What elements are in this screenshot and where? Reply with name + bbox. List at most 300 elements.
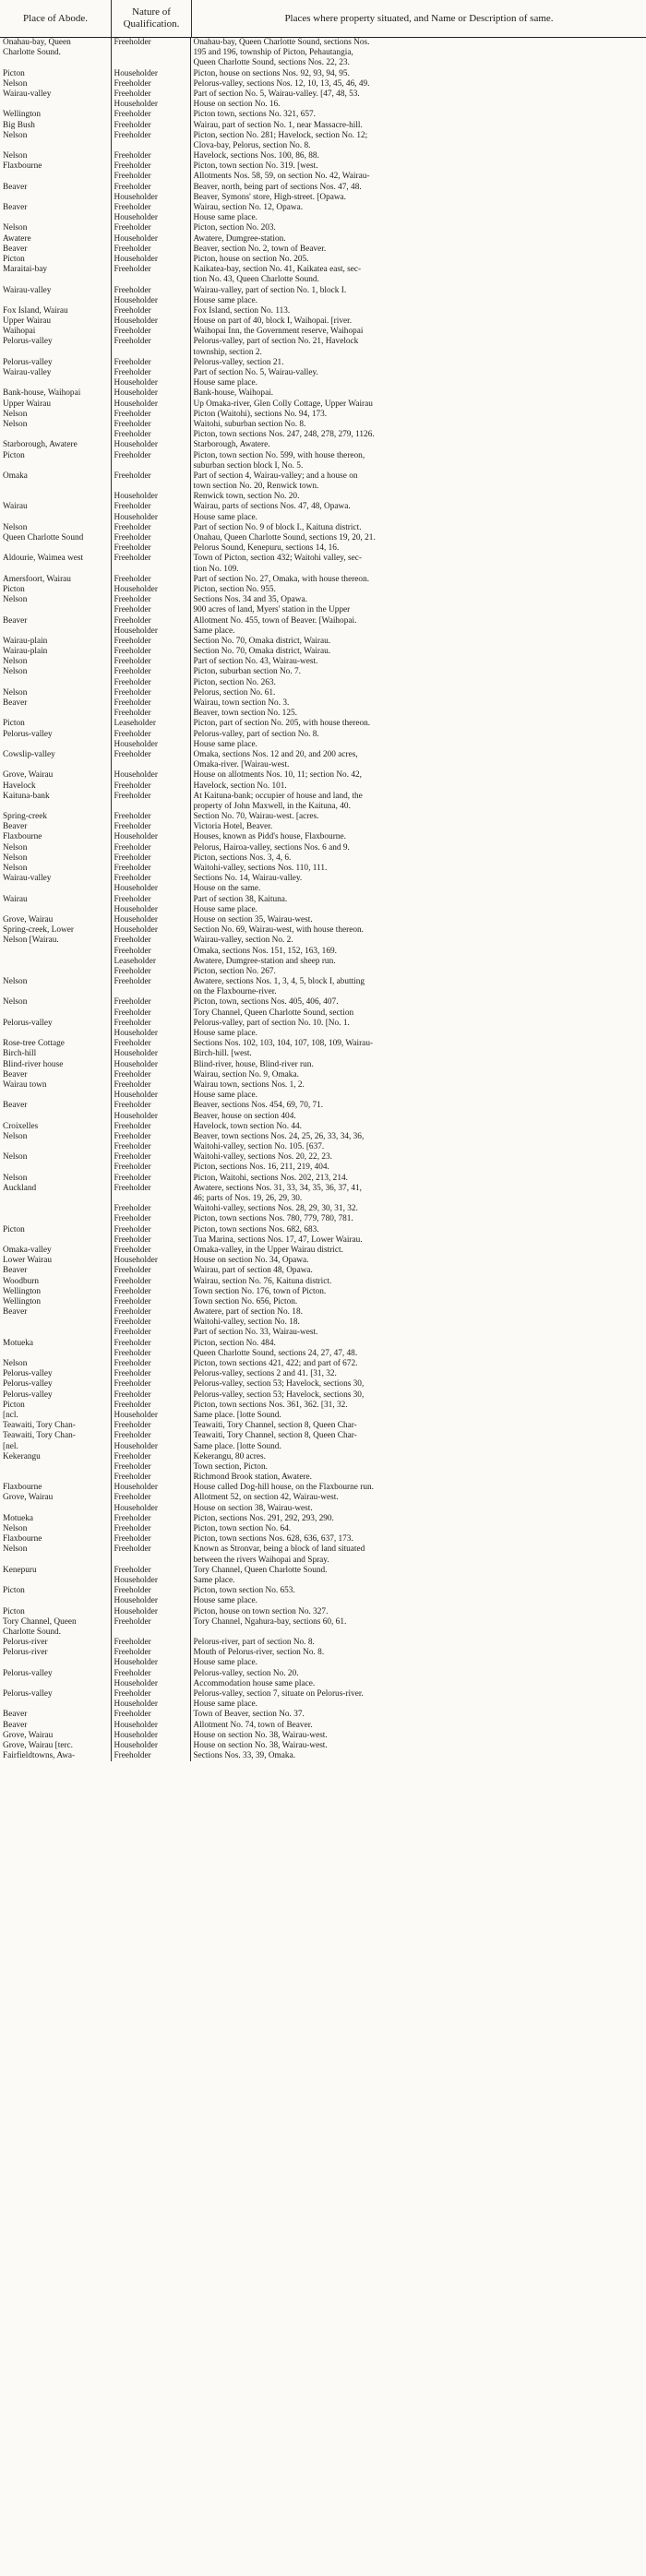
qualification-cell: Freeholder [111,203,190,213]
place-of-abode-cell: Picton [3,450,25,460]
qualification-cell: Freeholder [111,1019,190,1029]
property-cell: Victoria Hotel, Beaver. [193,822,273,832]
table-row [0,223,646,233]
place-of-abode-cell: Nelson [3,595,28,605]
property-cell: Awatere, sections Nos. 31, 33, 34, 35, 36, 37, 41, [193,1183,362,1193]
property-cell: Picton, section No. 281; Havelock, section No. 12; [193,130,368,140]
table-row [0,1607,646,1617]
table-row [0,915,646,925]
table-row [0,327,646,337]
qualification-cell: Freeholder [111,1339,190,1349]
table-row [0,58,646,68]
property-cell: Picton, house on town section No. 327. [193,1606,329,1616]
property-cell: Havelock, sections Nos. 100, 86, 88. [193,151,319,161]
qualification-cell: Freeholder [111,79,190,89]
property-cell: Wairau, section No. 76, Kaituna district. [193,1276,332,1286]
property-cell: Picton, town, sections Nos. 405, 406, 407. [193,997,339,1008]
qualification-cell: Freeholder [111,1225,190,1235]
table-row [0,792,646,802]
property-cell: Part of section No. 43, Wairau-west. [193,657,318,667]
qualification-cell: Householder [111,1049,190,1059]
place-of-abode-cell [0,740,111,750]
table-row [0,1710,646,1720]
qualification-cell: Freeholder [111,678,190,688]
place-of-abode-cell: Pelorus-valley [3,1389,53,1400]
table-row [0,698,646,709]
qualification-cell: Householder [111,1607,190,1617]
table-row [0,110,646,120]
place-of-abode-cell: Beaver [3,1720,28,1730]
qualification-cell: Householder [111,1731,190,1741]
property-cell: tion No. 109. [193,564,239,574]
property-cell: on the Flaxbourne-river. [193,987,277,997]
place-of-abode-cell: Nelson [3,130,28,140]
place-of-abode-cell [0,378,111,388]
place-of-abode-cell: Pelorus-valley [3,1018,53,1028]
qualification-cell: Freeholder [111,1214,190,1224]
table-row [0,1431,646,1441]
place-of-abode-cell: Grove, Wairau [3,770,54,781]
property-cell: Picton, part of section No. 205, with house thereon. [193,719,371,729]
table-row [0,1379,646,1389]
place-of-abode-cell [0,1194,111,1204]
property-cell: Town of Beaver, section No. 37. [193,1710,305,1720]
qualification-cell: Leaseholder [111,719,190,729]
place-of-abode-cell: Wairau-plain [3,647,48,657]
place-of-abode-cell: Queen Charlotte Sound [3,533,84,543]
table-row [0,895,646,905]
property-cell: House same place. [193,295,257,305]
table-row [0,1152,646,1163]
table-row [0,1256,646,1266]
property-cell: House same place. [193,1596,257,1606]
qualification-cell: Freeholder [111,1277,190,1287]
place-of-abode-cell: Nelson [3,409,28,419]
qualification-cell: Freeholder [111,131,190,141]
table-row [0,947,646,957]
property-cell: Onahau, Queen Charlotte Sound, sections 19, 20, 21. [193,533,376,543]
table-row [0,141,646,151]
property-cell: Pelorus-valley, section No. 20. [193,1668,299,1678]
qualification-cell: Householder [111,1658,190,1668]
property-cell: Picton, Waitohi, sections Nos. 202, 213, 214. [193,1173,348,1183]
property-cell: Allotment No. 74, town of Beaver. [193,1720,313,1730]
property-cell: Picton (Waitohi), sections No. 94, 173. [193,409,328,419]
place-of-abode-cell [0,1349,111,1359]
place-of-abode-cell: Wairau-valley [3,89,52,99]
table-row [0,255,646,265]
property-cell: Mouth of Pelorus-river, section No. 8. [193,1648,325,1658]
property-cell: Same place. [lotte Sound. [193,1410,281,1420]
header-nature-of-qualification: Nature of Qualification. [111,0,192,37]
property-cell: Town section, Picton. [193,1461,268,1472]
property-cell: Picton, sections Nos. 3, 4, 6. [193,853,292,863]
place-of-abode-cell: Kaituna-bank [3,791,50,801]
qualification-cell: Freeholder [111,1307,190,1318]
table-row [0,368,646,378]
qualification-cell: Freeholder [111,1287,190,1297]
qualification-cell: Freeholder [111,595,190,605]
place-of-abode-cell: Picton [3,1606,25,1616]
qualification-cell: Freeholder [111,657,190,667]
place-of-abode-cell: Nelson [3,1131,28,1141]
property-cell: Pelorus-valley, sections Nos. 12, 10, 13, 45, 46, 49. [193,78,370,89]
table-row [0,1524,646,1534]
place-of-abode-cell: Upper Wairau [3,399,51,409]
place-of-abode-cell: Pelorus-valley [3,337,53,347]
place-of-abode-cell: Beaver [3,244,28,254]
property-cell: Awatere, part of section No. 18. [193,1307,303,1318]
qualification-cell: Freeholder [111,1534,190,1544]
place-of-abode-cell [0,1504,111,1514]
qualification-cell: Householder [111,585,190,595]
place-of-abode-cell [0,1328,111,1338]
table-row [0,832,646,842]
property-cell: Waitohi, suburban section No. 8. [193,419,306,429]
table-row [0,822,646,832]
table-row [0,616,646,626]
qualification-cell: Householder [111,1679,190,1689]
property-cell: Picton, town sections Nos. 247, 248, 278, 279, 1126. [193,430,375,440]
qualification-cell: Freeholder [111,1473,190,1483]
qualification-cell: Householder [111,388,190,399]
property-cell: Fox Island, section No. 113. [193,305,291,316]
property-cell: Pelorus-valley, part of section No. 21, Havelock [193,337,359,347]
qualification-cell: Freeholder [111,161,190,172]
table-row [0,874,646,884]
property-cell: Teawaiti, Tory Channel, section 8, Queen Char- [193,1431,357,1441]
qualification-cell: Householder [111,440,190,450]
property-cell: Picton, section No. 955. [193,584,276,594]
qualification-cell: Freeholder [111,1039,190,1049]
property-cell: suburban section block I, No. 5. [193,460,304,471]
qualification-cell: Freeholder [111,947,190,957]
qualification-cell: Freeholder [111,265,190,275]
table-row [0,1411,646,1421]
qualification-cell: Freeholder [111,1349,190,1359]
place-of-abode-cell: Waihopai [3,327,36,337]
place-of-abode-cell [0,1318,111,1328]
table-row [0,1204,646,1214]
qualification-cell: Freeholder [111,1132,190,1142]
table-row [0,802,646,812]
qualification-cell: Householder [111,1596,190,1606]
table-row [0,1721,646,1731]
table-row [0,750,646,760]
table-row [0,1142,646,1152]
place-of-abode-cell: Flaxbourne [3,1483,42,1493]
property-cell: House same place. [193,1091,257,1101]
table-row [0,38,646,48]
qualification-cell: Householder [111,69,190,79]
property-cell: Picton, town section No. 319. [west. [193,161,318,172]
property-cell: Waitohi-valley, section No. 18. [193,1318,300,1328]
place-of-abode-cell: Picton [3,584,25,594]
qualification-cell: Freeholder [111,543,190,554]
place-of-abode-cell: Pelorus-valley [3,729,53,739]
place-of-abode-cell [0,760,111,770]
table-row [0,79,646,89]
table-row [0,400,646,410]
property-cell: Pelorus-valley, section 53; Havelock, sections 30, [193,1389,365,1400]
table-row [0,1648,646,1658]
property-cell: Pelorus-river, part of section No. 8. [193,1638,315,1648]
table-row [0,1122,646,1132]
table-row [0,1297,646,1307]
qualification-cell: Freeholder [111,1379,190,1389]
property-cell: Section No. 69, Wairau-west, with house thereon. [193,925,364,936]
table-row [0,492,646,502]
property-cell: Richmond Brook station, Awatere. [193,1473,313,1483]
property-cell: Omaka-valley, in the Upper Wairau district. [193,1245,343,1255]
place-of-abode-cell: Wairau [3,894,28,904]
table-row [0,451,646,461]
table-row [0,1029,646,1039]
place-of-abode-cell [0,482,111,492]
place-of-abode-cell: Pelorus-valley [3,1668,53,1678]
table-row [0,1246,646,1256]
property-cell: Section No. 70, Wairau-west. [acres. [193,812,319,822]
place-of-abode-cell: Woodburn [3,1276,40,1286]
place-of-abode-cell: Wellington [3,1286,42,1296]
property-cell: township, section 2. [193,347,262,357]
column-headers [0,0,646,38]
table-row [0,1339,646,1349]
table-row [0,575,646,585]
qualification-cell: Freeholder [111,895,190,905]
table-row [0,1514,646,1524]
qualification-cell: Freeholder [111,637,190,647]
place-of-abode-cell: Charlotte Sound. [3,48,62,58]
qualification-cell: Householder [111,1721,190,1731]
place-of-abode-cell: Flaxbourne [3,161,42,172]
property-cell: 195 and 196, township of Picton, Pehautangia, [193,48,353,58]
table-row [0,100,646,110]
place-of-abode-cell: Pelorus-river [3,1648,48,1658]
place-of-abode-cell: Nelson [3,667,28,677]
property-cell: Awatere, sections Nos. 1, 3, 4, 5, block I, abutting [193,977,365,987]
table-row [0,244,646,255]
place-of-abode-cell: Beaver [3,203,28,212]
qualification-cell: Freeholder [111,1328,190,1338]
table-row [0,1586,646,1596]
qualification-cell: Freeholder [111,781,190,792]
property-cell: Pelorus, section No. 61. [193,687,276,698]
qualification-cell: Householder [111,1483,190,1493]
property-cell: Pelorus-valley, section 21. [193,357,284,367]
qualification-cell: Householder [111,925,190,936]
property-cell: Kaikatea-bay, section No. 41, Kaikatea east, sec- [193,265,362,275]
qualification-cell: Freeholder [111,1235,190,1246]
table-row [0,843,646,853]
property-cell: Beaver, house on section 404. [193,1111,296,1121]
table-row [0,69,646,79]
property-cell: House same place. [193,1029,257,1038]
qualification-cell: Freeholder [111,121,190,131]
property-cell: Up Omaka-river, Glen Colly Cottage, Upper Wairau [193,399,373,409]
table-row [0,1060,646,1070]
place-of-abode-cell: Beaver [3,822,28,832]
table-row [0,410,646,420]
property-cell: Part of section 38, Kaituna. [193,894,288,904]
qualification-cell: Freeholder [111,1204,190,1214]
table-row [0,296,646,306]
place-of-abode-cell: Nelson [3,419,28,429]
property-cell: Same place. [lotte Sound. [193,1441,281,1451]
place-of-abode-cell: Wairau [3,502,28,512]
place-of-abode-cell: Upper Wairau [3,316,51,327]
place-of-abode-cell: Charlotte Sound. [3,1627,62,1637]
place-of-abode-cell [0,1142,111,1152]
property-cell: 900 acres of land, Myers' station in the Upper [193,605,351,615]
table-row [0,1008,646,1019]
property-cell: Sections Nos. 34 and 35, Opawa. [193,595,307,605]
place-of-abode-cell: Nelson [3,842,28,853]
qualification-cell: Freeholder [111,286,190,296]
qualification-cell: Freeholder [111,110,190,120]
property-cell: Allotment 52, on section 42, Wairau-west. [193,1493,339,1503]
qualification-cell [111,565,190,575]
property-cell: Picton, town sections Nos. 628, 636, 637, 173. [193,1534,353,1544]
place-of-abode-cell [0,1214,111,1224]
place-of-abode-cell: Grove, Wairau [3,914,54,924]
property-cell: Wairau-valley, part of section No. 1, block I. [193,285,347,295]
property-cell: Waitohi-valley, sections Nos. 20, 22, 23. [193,1152,332,1163]
qualification-cell: Householder [111,1091,190,1101]
place-of-abode-cell: Nelson [3,1544,28,1555]
qualification-cell: Freeholder [111,244,190,255]
property-cell: Pelorus-valley, part of section No. 8. [193,729,319,739]
place-of-abode-cell: Beaver [3,1307,28,1318]
qualification-cell: Householder [111,492,190,502]
table-row [0,183,646,193]
property-cell: House on section 38, Wairau-west. [193,1503,313,1513]
place-of-abode-cell: Fox Island, Wairau [3,305,68,316]
property-cell: Town section No. 656, Picton. [193,1296,298,1306]
property-cell: Tua Marina, sections Nos. 17, 47, Lower Wairau. [193,1234,363,1245]
property-cell: House same place. [193,1658,257,1668]
qualification-cell: Freeholder [111,1142,190,1152]
place-of-abode-cell: Beaver [3,615,28,626]
qualification-cell [111,348,190,358]
property-cell: At Kaituna-bank; occupier of house and land, the [193,791,363,801]
property-cell: Same place. [193,626,235,636]
property-cell: Wairau-valley, section No. 2. [193,936,293,946]
table-row [0,1266,646,1276]
place-of-abode-cell: Picton [3,1400,25,1410]
place-of-abode-cell: Pelorus-valley [3,1379,53,1389]
property-cell: Picton, section No. 484. [193,1338,276,1348]
qualification-cell: Householder [111,378,190,388]
qualification-cell [111,141,190,151]
table-row [0,1493,646,1503]
table-row [0,203,646,213]
qualification-cell: Freeholder [111,605,190,615]
place-of-abode-cell: Omaka [3,471,28,481]
property-cell: Omaka, sections Nos. 151, 152, 163, 169. [193,946,337,956]
table-row [0,1277,646,1287]
table-row [0,430,646,440]
qualification-cell: Freeholder [111,1421,190,1431]
property-cell: Pelorus-valley, sections 2 and 41. [31, 32. [193,1369,337,1379]
table-row [0,1307,646,1318]
qualification-cell [111,58,190,68]
property-cell: Wairau, part of section No. 1, near Massacre-hill. [193,120,363,130]
header-property-description: Places where property situated, and Name or Description of same. [284,12,554,24]
place-of-abode-cell [0,1091,111,1101]
table-row [0,348,646,358]
qualification-cell: Freeholder [111,1008,190,1019]
qualification-cell: Freeholder [111,1122,190,1132]
property-cell: Tory Channel, Queen Charlotte Sound, section [193,1008,354,1018]
property-cell: Pelorus-valley, section 7, situate on Pelorus-river. [193,1689,364,1699]
table-row [0,1669,646,1679]
property-cell: Picton, section No. 203. [193,223,276,233]
property-cell: Waitohi-valley, section No. 105. [637. [193,1142,325,1152]
place-of-abode-cell: Awatere [3,233,31,244]
table-row [0,234,646,244]
property-cell: Waitohi-valley, sections Nos. 110, 111. [193,864,328,873]
qualification-cell: Householder [111,770,190,781]
property-cell: town section No. 20, Renwick town. [193,482,319,492]
place-of-abode-cell [0,987,111,997]
table-row [0,760,646,770]
place-of-abode-cell: Nelson [Wairau. [3,936,59,946]
qualification-cell: Freeholder [111,1586,190,1596]
place-of-abode-cell: Spring-creek [3,812,48,822]
place-of-abode-cell: Kekerangu [3,1451,41,1461]
table-row [0,1483,646,1493]
qualification-cell: Householder [111,513,190,523]
property-cell: Pelorus, Hairoa-valley, sections Nos. 6 and 9. [193,842,350,853]
table-row [0,678,646,688]
qualification-cell: Householder [111,1576,190,1586]
property-cell: House on section No. 38, Wairau-west. [193,1730,328,1740]
qualification-cell: Freeholder [111,1669,190,1679]
place-of-abode-cell: Nelson [3,1359,28,1368]
property-cell: Awatere, Dumgree-station and sheep run. [193,956,336,966]
table-row [0,1504,646,1514]
table-row [0,1163,646,1173]
qualification-cell: Freeholder [111,1514,190,1524]
property-cell: Wairau town, sections Nos. 1, 2. [193,1079,305,1090]
qualification-cell [111,1556,190,1566]
property-cell: House on section No. 34, Opawa. [193,1256,309,1266]
table-row [0,1287,646,1297]
table-row [0,1070,646,1080]
place-of-abode-cell: Big Bush [3,120,35,130]
property-cell: Houses, known as Pidd's house, Flaxbourne. [193,832,346,842]
place-of-abode-cell: Rose-tree Cottage [3,1039,65,1049]
qualification-cell: Freeholder [111,1318,190,1328]
table-row [0,1225,646,1235]
property-cell: Kekerangu, 80 acres. [193,1451,266,1461]
qualification-cell: Freeholder [111,864,190,874]
qualification-cell: Freeholder [111,1544,190,1555]
property-cell: Bank-house, Waihopai. [193,388,274,399]
property-cell: House on allotments Nos. 10, 11; section No. 42, [193,770,362,781]
property-cell: tion No. 43, Queen Charlotte Sound. [193,275,319,285]
qualification-cell: Freeholder [111,337,190,347]
qualification-cell: Freeholder [111,1184,190,1194]
table-row [0,1019,646,1029]
table-row [0,286,646,296]
table-row [0,1731,646,1741]
qualification-cell: Householder [111,1699,190,1710]
place-of-abode-cell: Wairau town [3,1079,47,1090]
property-cell: House on the same. [193,884,261,894]
table-row [0,1194,646,1204]
